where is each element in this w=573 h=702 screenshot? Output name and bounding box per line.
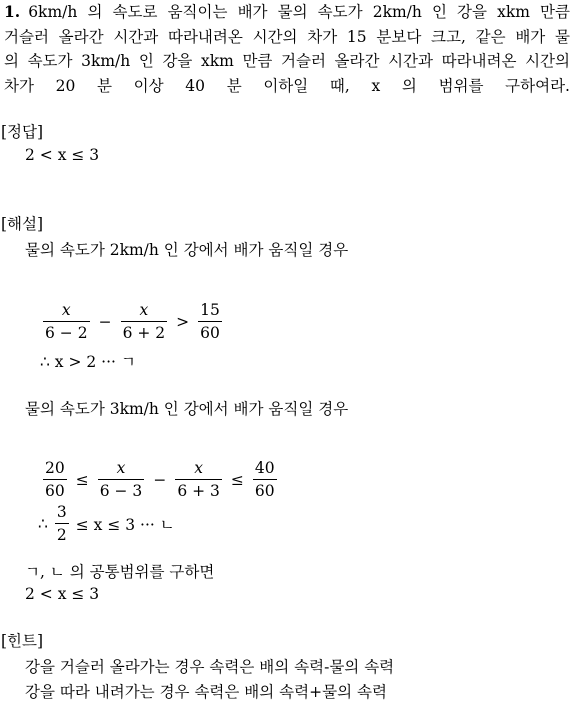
operator: ≤ xyxy=(75,470,89,489)
solution-common-text: ㄱ, ㄴ 의 공통범위를 구하면 xyxy=(25,563,215,581)
fraction xyxy=(55,503,69,544)
numerator: 40 xyxy=(253,459,277,480)
solution-equation-1-result: ∴ x > 2 ··· ㄱ xyxy=(40,353,136,371)
problem-line-1 xyxy=(4,0,570,25)
fraction xyxy=(198,301,222,342)
problem-statement xyxy=(4,0,570,98)
numerator: 15 xyxy=(198,301,222,322)
denominator: 6 − 3 xyxy=(99,482,143,500)
solution-equation-2 xyxy=(40,459,280,500)
solution-header: [해설] xyxy=(1,215,44,233)
numerator: x xyxy=(121,301,168,322)
hint-line-2: 강을 따라 내려가는 경우 속력은 배의 속력+물의 속력 xyxy=(25,683,387,701)
fraction xyxy=(98,459,145,500)
operator: ≤ xyxy=(230,470,244,489)
fraction xyxy=(43,459,67,500)
fraction xyxy=(43,301,90,342)
denominator: 60 xyxy=(254,482,275,500)
numerator: x xyxy=(43,301,90,322)
solution-equation-2-result xyxy=(38,503,175,544)
numerator: x xyxy=(98,459,145,480)
problem-line-4: 차가 20 분 이상 40 분 이하일 때, x 의 범위를 구하여라. xyxy=(4,76,570,95)
numerator: 20 xyxy=(43,459,67,480)
denominator: 6 + 3 xyxy=(177,482,220,500)
solution-case1-text: 물의 속도가 2km/h 인 강에서 배가 움직일 경우 xyxy=(25,241,349,259)
solution-equation-1 xyxy=(40,301,225,342)
therefore-symbol: ∴ xyxy=(38,514,48,533)
operator: − xyxy=(98,312,112,331)
denominator: 60 xyxy=(200,324,220,342)
solution-final: 2 < x ≤ 3 xyxy=(25,585,100,603)
fraction xyxy=(175,459,222,500)
hint-header: [힌트] xyxy=(1,632,44,650)
hint-line-1: 강을 거슬러 올라가는 경우 속력은 배의 속력-물의 속력 xyxy=(25,658,395,676)
range-text: ≤ x ≤ 3 ··· ㄴ xyxy=(75,515,175,534)
operator: − xyxy=(153,470,167,489)
denominator: 6 − 2 xyxy=(45,324,88,342)
answer-header: [정답] xyxy=(1,123,44,141)
numerator: 3 xyxy=(55,503,69,524)
solution-case2-text: 물의 속도가 3km/h 인 강에서 배가 움직일 경우 xyxy=(25,400,349,418)
denominator: 2 xyxy=(56,526,67,544)
denominator: 60 xyxy=(45,482,65,500)
problem-number: 1. xyxy=(4,2,21,21)
problem-line-3: 의 속도가 3km/h 인 강을 xkm 만큼 거슬러 올라간 시간과 따라내려온 시간의 xyxy=(4,52,570,70)
numerator: x xyxy=(175,459,222,480)
denominator: 6 + 2 xyxy=(122,324,166,342)
problem-line-2: 거슬러 올라간 시간과 따라내려온 시간의 차가 15 분보다 크고, 같은 배가 물 xyxy=(4,27,570,46)
problem-line-1-text: 6km/h 의 속도로 움직이는 배가 물의 속도가 2km/h 인 강을 xkm 만큼 xyxy=(28,3,570,21)
fraction xyxy=(121,301,168,342)
answer-content: 2 < x ≤ 3 xyxy=(25,146,100,164)
fraction xyxy=(253,459,277,500)
operator: > xyxy=(176,312,190,331)
